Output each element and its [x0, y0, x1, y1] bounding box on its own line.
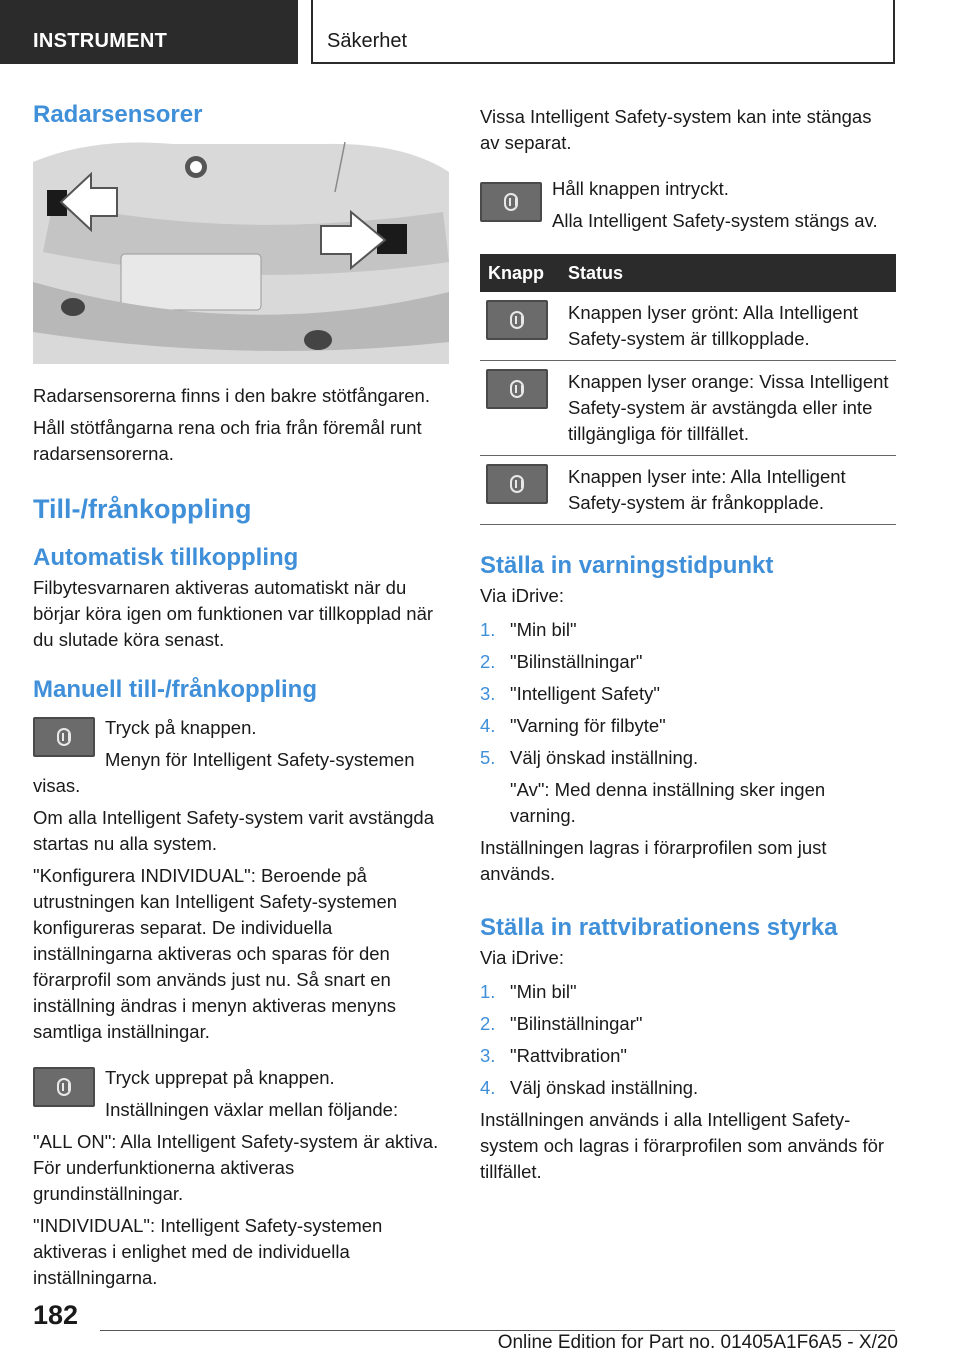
- hold-result-text: Alla Intelligent Safety-system stängs av.: [552, 210, 878, 231]
- table-row: [480, 456, 896, 525]
- warning-via-text: Via iDrive:: [480, 585, 564, 606]
- auto-text: Filbytesvarnaren aktiveras automatiskt när du börjar köra igen om funktionen var tillkopplad när du slutade köra senast.: [33, 577, 434, 650]
- repeat-button-row: [33, 1065, 449, 1123]
- hold-button-row: [480, 176, 896, 234]
- manual-menu-text: Menyn för Intelligent Safety-systemen visas.: [33, 749, 415, 796]
- intro-text: Vissa Intelligent Safety-system kan inte stängas av separat.: [480, 106, 872, 153]
- manual-individual-text: "Konfigurera INDIVIDUAL": Beroende på utrustningen kan Intelligent Safety-systemen konfigureras separat. De individuella inställningarna aktiveras och sparas för den förarprofil som används just nu. Så snart en inställning ändras i menyn aktiveras menyns samtliga inställningar.: [33, 865, 398, 1042]
- toggle-heading: Till-/frånkoppling: [33, 494, 252, 524]
- section-tab: INSTRUMENT: [0, 0, 298, 64]
- all-on-text: "ALL ON": Alla Intelligent Safety-system är aktiva. För underfunktionerna aktiveras grundinställningar.: [33, 1131, 439, 1204]
- list-item: 5. Välj önskad inställning. "Av": Med denna inställning sker ingen varning.: [480, 747, 826, 826]
- individual-text: "INDIVIDUAL": Intelligent Safety-systemen aktiveras i enlighet med de individuella inställningarna.: [33, 1215, 383, 1288]
- table-row: [480, 361, 896, 456]
- status-cell: Knappen lyser inte: Alla Intelligent Safety-system är frånkopplade.: [560, 456, 896, 525]
- hold-press-text: Håll knappen intryckt.: [552, 178, 729, 199]
- status-cell: Knappen lyser grönt: Alla Intelligent Safety-system är tillkopplade.: [560, 292, 896, 361]
- manual-button-row: [33, 715, 449, 741]
- list-item: 4. "Varning för filbyte": [480, 715, 666, 736]
- list-item: 1. "Min bil": [480, 981, 577, 1002]
- list-item: 2. "Bilinställningar": [480, 1013, 643, 1034]
- repeat-press-text: Tryck upprepat på knappen.: [105, 1067, 335, 1088]
- list-item: 3. "Rattvibration": [480, 1045, 627, 1066]
- button-orange-icon: [486, 369, 548, 409]
- radar-heading: Radarsensorer: [33, 101, 203, 128]
- safety-button-icon: [33, 717, 95, 757]
- warning-after-text: Inställningen lagras i förarprofilen som just används.: [480, 837, 827, 884]
- safety-button-icon: [480, 182, 542, 222]
- right-column: [480, 100, 896, 1185]
- chapter-tab: Säkerhet: [311, 0, 895, 64]
- page-header: [0, 0, 960, 66]
- list-item: 1. "Min bil": [480, 619, 577, 640]
- car-rear-radar-illustration: [33, 142, 449, 364]
- button-green-icon: [486, 300, 548, 340]
- auto-heading: Automatisk tillkoppling: [33, 544, 299, 571]
- status-cell: Knappen lyser orange: Vissa Intelligent Safety-system är avstängda eller inte tillgängliga för tillfället.: [560, 361, 896, 456]
- vibration-heading: Ställa in rattvibrationens styrka: [480, 914, 838, 941]
- radar-clean-text: Håll stötfångarna rena och fria från föremål runt radarsensorerna.: [33, 417, 422, 464]
- list-item: 3. "Intelligent Safety": [480, 683, 660, 704]
- warning-steps-list: [480, 617, 896, 829]
- table-row: [480, 292, 896, 361]
- radar-location-text: Radarsensorerna finns i den bakre stötfångaren.: [33, 385, 430, 406]
- manual-press-text: Tryck på knappen.: [105, 717, 257, 738]
- button-status-table: [480, 254, 896, 525]
- table-header-status: Status: [560, 254, 896, 292]
- vibration-after-text: Inställningen används i alla Intelligent Safety-system och lagras i förarprofilen som används för tillfället.: [480, 1109, 885, 1182]
- vibration-steps-list: [480, 979, 896, 1101]
- table-header-button: Knapp: [480, 254, 560, 292]
- manual-all-off-text: Om alla Intelligent Safety-system varit avstängda startas nu alla system.: [33, 807, 435, 854]
- page-number: 182: [33, 1300, 79, 1330]
- left-column: [33, 100, 449, 1291]
- list-item: 4. Välj önskad inställning.: [480, 1077, 699, 1098]
- footer-divider: [100, 1330, 895, 1331]
- warning-time-heading: Ställa in varningstidpunkt: [480, 552, 774, 579]
- repeat-toggle-text: Inställningen växlar mellan följande:: [105, 1099, 399, 1120]
- manual-heading: Manuell till-/frånkoppling: [33, 676, 317, 703]
- safety-button-icon: [33, 1067, 95, 1107]
- button-off-icon: [486, 464, 548, 504]
- vibration-via-text: Via iDrive:: [480, 947, 564, 968]
- list-item: 2. "Bilinställningar": [480, 651, 643, 672]
- edition-text: Online Edition for Part no. 01405A1F6A5 - X/20: [497, 1332, 898, 1353]
